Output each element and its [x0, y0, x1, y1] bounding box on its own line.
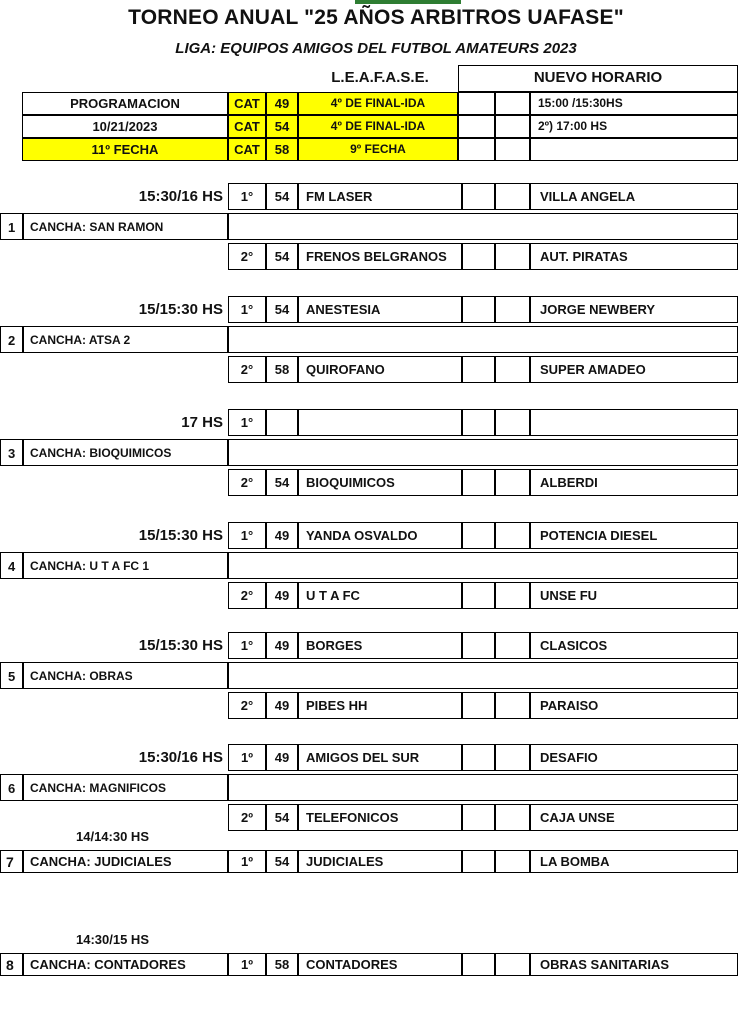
- venue-time: 15:30/16 HS: [138, 749, 223, 766]
- court-name: CANCHA: MAGNIFICOS: [30, 781, 166, 795]
- blank-cell: [458, 138, 495, 161]
- venue-number: 8: [6, 957, 14, 973]
- league-label: L.E.A.F.A.S.E.: [331, 69, 429, 86]
- match-order: 2°: [240, 588, 254, 603]
- divider: [22, 213, 24, 240]
- match-order: 1º: [241, 750, 253, 765]
- home-team: U T A FC: [306, 588, 360, 603]
- court-name: CANCHA: OBRAS: [30, 669, 133, 683]
- venue-time: 14:30/15 HS: [76, 932, 149, 947]
- phase-label: 9º FECHA: [350, 142, 406, 156]
- court-row-blank: [228, 552, 738, 579]
- match-order: 2°: [240, 249, 254, 264]
- cat-label: CAT: [234, 119, 260, 134]
- divider: [22, 552, 24, 579]
- court-row-blank: [228, 439, 738, 466]
- home-team: BIOQUIMICOS: [306, 475, 395, 490]
- home-team: TELEFONICOS: [306, 810, 399, 825]
- schedule-time: 2º) 17:00 HS: [538, 119, 608, 133]
- match-order: 2°: [240, 362, 254, 377]
- home-team: BORGES: [306, 638, 363, 653]
- home-team: AMIGOS DEL SUR: [306, 750, 420, 765]
- score-cell: [495, 692, 530, 719]
- score-cell: [462, 953, 495, 976]
- score-cell: [462, 296, 495, 323]
- score-cell: [495, 744, 530, 771]
- away-team: VILLA ANGELA: [540, 189, 636, 204]
- match-order: 1°: [240, 638, 254, 653]
- cat-label: CAT: [234, 96, 260, 111]
- score-cell: [462, 582, 495, 609]
- divider: [22, 850, 24, 873]
- home-team: QUIROFANO: [306, 362, 385, 377]
- score-cell: [462, 183, 495, 210]
- blank-cell: [495, 138, 530, 161]
- venue-number: 7: [6, 854, 14, 870]
- score-cell: [495, 582, 530, 609]
- fecha-label: 11º FECHA: [91, 142, 159, 157]
- venue-time: 15:30/16 HS: [138, 188, 223, 205]
- score-cell: [462, 356, 495, 383]
- court-name: CANCHA: BIOQUIMICOS: [30, 446, 172, 460]
- page-title: TORNEO ANUAL "25 AÑOS ARBITROS UAFASE": [128, 6, 624, 29]
- home-team: JUDICIALES: [306, 854, 384, 869]
- court-name: CANCHA: SAN RAMON: [30, 220, 164, 234]
- score-cell: [462, 744, 495, 771]
- home-team: PIBES HH: [306, 698, 368, 713]
- away-team: POTENCIA DIESEL: [540, 528, 658, 543]
- score-cell: [495, 243, 530, 270]
- venue-time: 14/14:30 HS: [76, 829, 149, 844]
- divider: [22, 774, 24, 801]
- score-cell: [495, 469, 530, 496]
- match-order: 1°: [240, 189, 254, 204]
- home-team: FRENOS BELGRANOS: [306, 249, 447, 264]
- venue-number: 5: [8, 669, 16, 684]
- court-row-blank: [228, 213, 738, 240]
- score-cell: [462, 469, 495, 496]
- venue-time: 15/15:30 HS: [138, 301, 223, 318]
- score-cell: [495, 296, 530, 323]
- away-team: CAJA UNSE: [540, 810, 615, 825]
- new-schedule-label: NUEVO HORARIO: [533, 69, 663, 86]
- match-category: 49: [274, 528, 290, 543]
- venue-time: 15/15:30 HS: [138, 637, 223, 654]
- venue-number: 2: [8, 333, 16, 348]
- match-order: 1°: [240, 415, 254, 430]
- match-category: 54: [274, 249, 290, 264]
- home-team: YANDA OSVALDO: [306, 528, 418, 543]
- score-cell: [462, 522, 495, 549]
- away-team: SUPER AMADEO: [540, 362, 646, 377]
- venue-number: 1: [8, 220, 16, 235]
- match-category: 54: [274, 475, 290, 490]
- score-cell: [495, 409, 530, 436]
- away-team: CLASICOS: [540, 638, 608, 653]
- cat-number: 58: [274, 142, 290, 157]
- score-cell: [495, 850, 530, 873]
- top-accent-bar: [355, 0, 461, 4]
- home-team: ANESTESIA: [306, 302, 381, 317]
- divider: [22, 439, 24, 466]
- court-row-blank: [228, 326, 738, 353]
- match-category: 54: [274, 189, 290, 204]
- blank-cell: [458, 92, 495, 115]
- score-cell: [495, 183, 530, 210]
- court-row-blank: [228, 662, 738, 689]
- venue-time: 15/15:30 HS: [138, 527, 223, 544]
- date-label: 10/21/2023: [92, 119, 158, 134]
- away-team: OBRAS SANITARIAS: [540, 957, 670, 972]
- away-team: UNSE FU: [540, 588, 598, 603]
- home-team-cell: [298, 409, 462, 436]
- match-category: 54: [274, 810, 290, 825]
- score-cell: [462, 804, 495, 831]
- away-team: AUT. PIRATAS: [540, 249, 628, 264]
- match-category: 49: [274, 638, 290, 653]
- match-category: 49: [274, 588, 290, 603]
- divider: [22, 326, 24, 353]
- match-order: 2°: [240, 475, 254, 490]
- court-name: CANCHA: U T A FC 1: [30, 559, 150, 573]
- score-cell: [495, 356, 530, 383]
- cat-number: 54: [274, 119, 290, 134]
- match-category: 58: [274, 362, 290, 377]
- score-cell: [462, 409, 495, 436]
- score-cell: [462, 243, 495, 270]
- match-order: 2º: [241, 810, 253, 825]
- score-cell: [495, 632, 530, 659]
- away-team: LA BOMBA: [540, 854, 610, 869]
- schedule-time: 15:00 /15:30HS: [538, 96, 623, 110]
- court-name: CANCHA: ATSA 2: [30, 333, 131, 347]
- away-team: PARAISO: [540, 698, 599, 713]
- match-category: 49: [274, 750, 290, 765]
- cat-number: 49: [274, 96, 290, 111]
- home-team: FM LASER: [306, 189, 373, 204]
- home-team: CONTADORES: [306, 957, 398, 972]
- venue-number: 4: [8, 559, 16, 574]
- cat-label: CAT: [234, 142, 260, 157]
- match-order: 1º: [241, 957, 253, 972]
- match-cat-cell: [266, 409, 298, 436]
- away-team: ALBERDI: [540, 475, 598, 490]
- venue-number: 3: [8, 446, 16, 461]
- match-order: 2°: [240, 698, 254, 713]
- court-name: CANCHA: JUDICIALES: [30, 854, 172, 869]
- match-order: 1°: [240, 528, 254, 543]
- score-cell: [495, 522, 530, 549]
- score-cell: [495, 953, 530, 976]
- venue-time: 17 HS: [181, 414, 223, 431]
- score-cell: [495, 804, 530, 831]
- match-category: 54: [274, 854, 290, 869]
- phase-label: 4º DE FINAL-IDA: [330, 96, 426, 110]
- blank-cell: [495, 115, 530, 138]
- blank-cell: [458, 115, 495, 138]
- court-name: CANCHA: CONTADORES: [30, 957, 186, 972]
- venue-number: 6: [8, 781, 16, 796]
- court-row-blank: [228, 774, 738, 801]
- match-order: 1°: [240, 302, 254, 317]
- score-cell: [462, 850, 495, 873]
- match-category: 49: [274, 698, 290, 713]
- away-team: DESAFIO: [540, 750, 598, 765]
- page-subtitle: LIGA: EQUIPOS AMIGOS DEL FUTBOL AMATEURS 2023: [175, 40, 577, 57]
- score-cell: [462, 632, 495, 659]
- schedule-cell: [530, 138, 738, 161]
- blank-cell: [495, 92, 530, 115]
- divider: [22, 953, 24, 976]
- match-order: 1º: [241, 854, 253, 869]
- away-team-cell: [530, 409, 738, 436]
- programacion-label: PROGRAMACION: [70, 96, 180, 111]
- divider: [22, 662, 24, 689]
- away-team: JORGE NEWBERY: [540, 302, 656, 317]
- match-category: 54: [274, 302, 290, 317]
- phase-label: 4º DE FINAL-IDA: [330, 119, 426, 133]
- match-category: 58: [274, 957, 290, 972]
- score-cell: [462, 692, 495, 719]
